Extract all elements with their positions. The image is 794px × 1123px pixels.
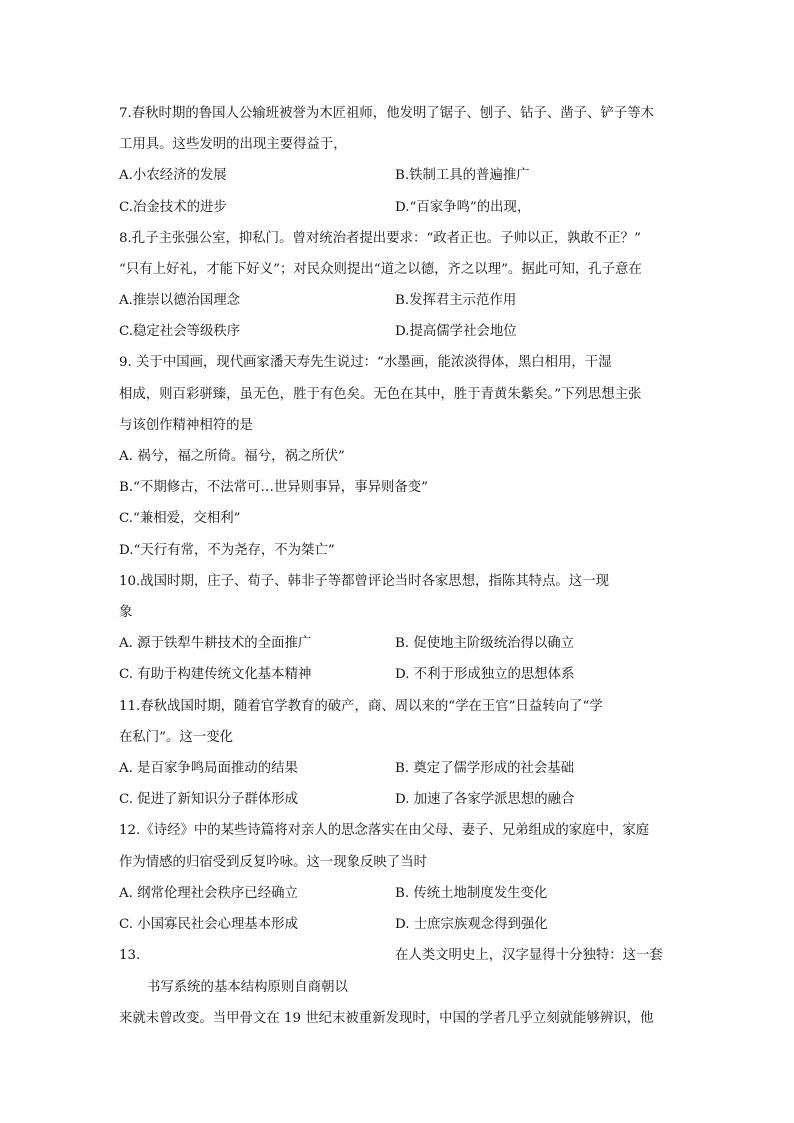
q12-stem-line-1: 12.《诗经》中的某些诗篇将对亲人的思念落实在由父母、妻子、兄弟组成的家庭中，家庭 [119,823,650,838]
q10-option-d: D. 不利于形成独立的思想体系 [395,667,575,682]
q12-stem-line-2: 作为情感的归宿受到反复吟咏。这一现象反映了当时 [119,855,427,870]
q9-option-c: C.“兼相爱，交相利” [119,511,241,526]
q8-option-a: A.推崇以德治国理念 [119,293,241,308]
q7-stem-line-1: 7.春秋时期的鲁国人公输班被誉为木匠祖师，他发明了锯子、刨子、钻子、凿子、铲子等木 [119,106,655,121]
q13-number: 13. [119,948,141,963]
q12-option-d: D. 士庶宗族观念得到强化 [395,917,548,932]
q10-option-a: A. 源于铁犁牛耕技术的全面推广 [119,636,312,651]
q9-stem-line-1: 9. 关于中国画，现代画家潘天寿先生说过：“水墨画，能浓淡得体，黑白相用，干湿 [119,355,612,370]
q8-option-d: D.提高儒学社会地位 [395,324,517,339]
q9-option-b: B.“不期修古，不法常可…世异则事异，事异则备变” [119,480,428,495]
q7-option-b: B.铁制工具的普遍推广 [395,168,530,183]
q10-option-c: C. 有助于构建传统文化基本精神 [119,667,312,682]
q12-option-c: C. 小国寡民社会心理基本形成 [119,917,298,932]
q11-option-c: C. 促进了新知识分子群体形成 [119,792,298,807]
q8-option-b: B.发挥君主示范作用 [395,293,517,308]
q10-option-b: B. 促使地主阶级统治得以确立 [395,636,575,651]
q9-option-d: D.“天行有常，不为尧存，不为桀亡” [119,543,335,558]
q8-option-c: C.稳定社会等级秩序 [119,324,241,339]
q13-stem-line-3: 来就未曾改变。当甲骨文在 19 世纪末被重新发现时，中国的学者几乎立刻就能够辨识，他 [119,1011,654,1026]
q12-option-b: B. 传统土地制度发生变化 [395,886,548,901]
q7-stem-line-2: 工用具。这些发明的出现主要得益于， [119,137,347,152]
q11-option-a: A. 是百家争鸣局面推动的结果 [119,761,298,776]
q7-option-d: D.“百家争鸣”的出现， [395,200,531,215]
q8-stem-line-1: 8.孔子主张强公室，抑私门。曾对统治者提出要求：“政者正也。子帅以正，孰敢不正？” [119,231,641,246]
q9-option-a: A. 祸兮，福之所倚。福兮，祸之所伏” [119,449,345,464]
q11-option-b: B. 奠定了儒学形成的社会基础 [395,761,575,776]
q7-option-a: A.小农经济的发展 [119,168,227,183]
q9-stem-line-2: 相成，则百彩骈臻，虽无色，胜于有色矣。无色在其中，胜于青黄朱紫矣。”下列思想主张 [119,387,642,402]
q10-stem-line-2: 象 [119,605,133,620]
q11-stem-line-1: 11.春秋战国时期，随着官学教育的破产，商、周以来的“学在王官”日益转向了“学 [119,699,603,714]
q12-option-a: A. 纲常伦理社会秩序已经确立 [119,886,298,901]
q9-stem-line-3: 与该创作精神相符的是 [119,418,253,433]
q10-stem-line-1: 10.战国时期，庄子、荀子、韩非子等都曾评论当时各家思想，指陈其特点。这一现 [119,574,609,589]
q11-stem-line-2: 在私门”。这一变化 [119,730,233,745]
q7-option-c: C.冶金技术的进步 [119,200,227,215]
q13-stem-line-1: 在人类文明史上，汉字显得十分独特：这一套 [395,948,663,963]
q11-option-d: D. 加速了各家学派思想的融合 [395,792,575,807]
q8-stem-line-2: “只有上好礼，才能下好义”；对民众则提出“道之以德，齐之以理”。据此可知，孔子意在 [119,262,642,277]
q13-stem-line-2: 书写系统的基本结构原则自商朝以 [147,980,348,995]
